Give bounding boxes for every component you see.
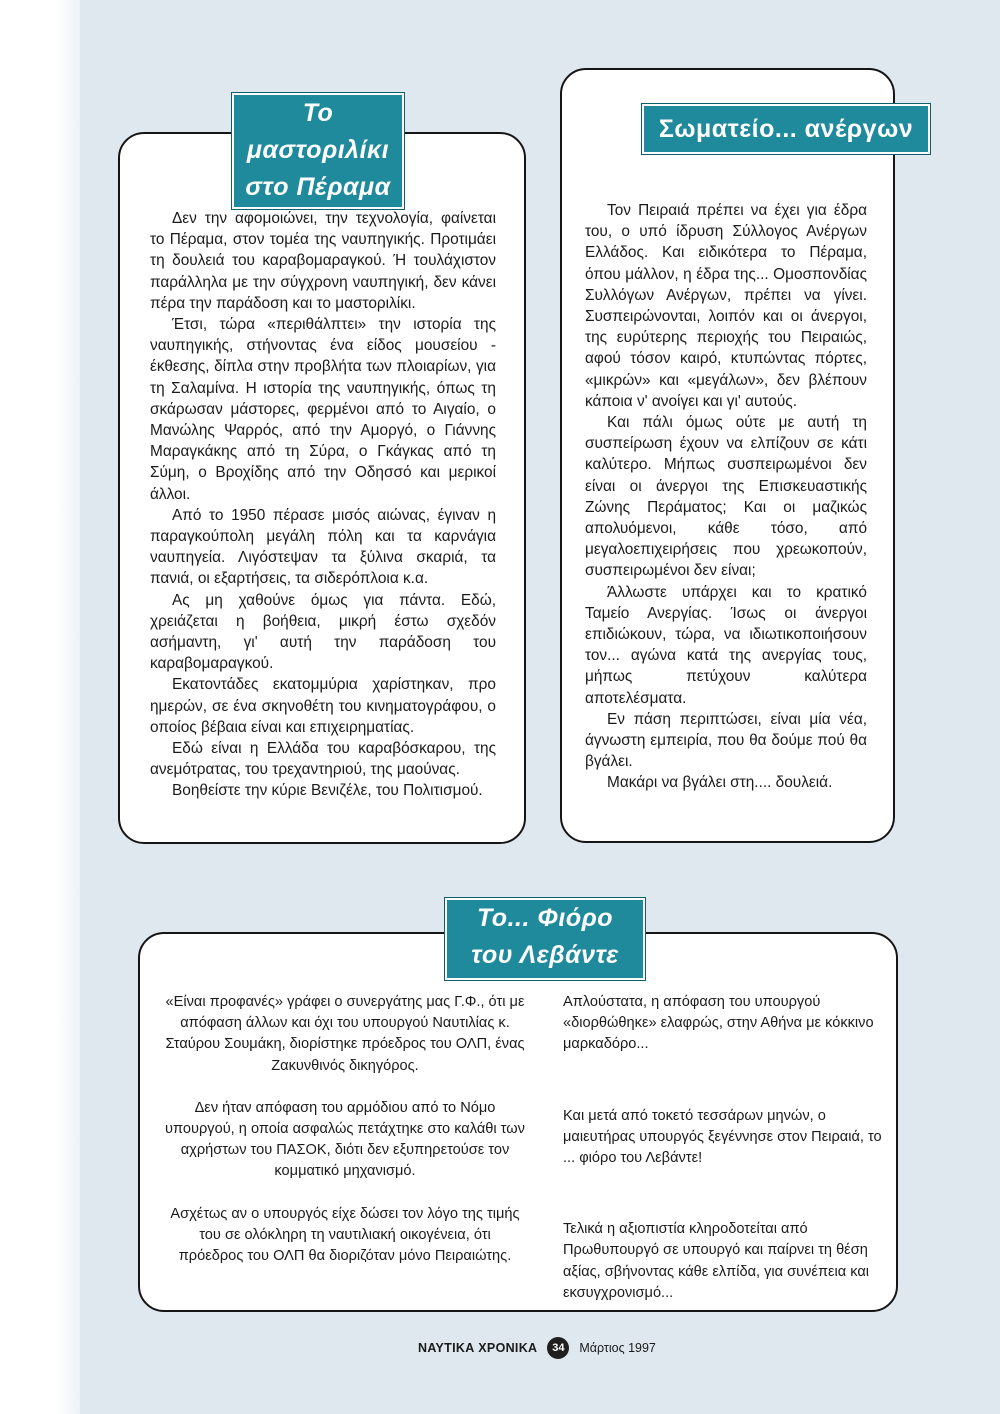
paragraph: Δεν ήταν απόφαση του αρμόδιου από το Νόμο υπουργού, η οποία ασφαλώς πετάχτηκε στο καλάθι των αχρήστων του ΠΑΣΟΚ, διότι δεν εξυπηρετούσε τον κομματικό μηχανισμό. bbox=[165, 1099, 525, 1180]
paragraph: Ας μη χαθούνε όμως για πάντα. Εδώ, χρειάζεται η βοήθεια, μικρή έστω σχεδόν ασήμαντη, γι' αυτή την παράδοση του καραβομαραγκού. bbox=[150, 591, 496, 673]
paragraph: Και πάλι όμως ούτε με αυτή τη συσπείρωση έχουν να ελπίζουν σε κάτι καλύτερο. Μήπως συσπειρωμένοι δεν είναι οι άνεργοι της Επισκευαστικής Ζώνης Περάματος; Και οι μαζικώς απολυόμενοι, κάθε τόσο, από μεγαλοεπιχειρήσεις που χρεωκοπούν, συσπειρωμένοι δεν είναι; bbox=[585, 414, 867, 580]
title-line: στο Πέραμα bbox=[245, 173, 391, 201]
paragraph: Από το 1950 πέρασε μισός αιώνας, έγιναν η παραγκούπολη μεγάλη πόλη και τα καρνάγια ναυπηγεία. Λιγόστεψαν τα ξύλινα σκαριά, τα πανιά, οι εξαρτήσεις, τα σιδερόπλοια κ.α. bbox=[150, 506, 496, 588]
paragraph: Δεν την αφομοιώνει, την τεχνολογία, φαίνεται το Πέραμα, στον τομέα της ναυπηγικής. Προτιμάει τη δουλειά του καραβομαραγκού. Ή τουλάχιστον παράλληλα με την σύγχρονη ναυπηγική, δεν κάνει πέρα την παράδοση και το μαστοριλίκι. bbox=[150, 210, 496, 312]
article-title-somateio bbox=[642, 104, 930, 154]
article-body-somateio bbox=[585, 200, 867, 794]
magazine-name: ΝΑΥΤΙΚΑ ΧΡΟΝΙΚΑ bbox=[418, 1341, 538, 1355]
scan-margin bbox=[0, 0, 80, 1414]
title-line: μαστοριλίκι bbox=[246, 136, 390, 164]
paragraph: Έτσι, τώρα «περιθάλπτει» την ιστορία της ναυπηγικής, στήνοντας ένα είδος μουσείου - έκθεσης, δίπλα στην προβλήτα των πλοιαρίων, για τη Σαλαμίνα. Η ιστορία της ναυπηγικής, όπως τη σκάρωσαν μάστορες, φερμένοι από το Αιγαίο, ο Μανώλης Ψαρρός, από την Αμοργό, ο Γιάννης Μαραγκάκης από τη Σύρα, ο Γκάγκας από τη Σύμη, ο Βροχίδης από την Οδησσό και μερικοί άλλοι. bbox=[150, 316, 496, 503]
page-number-badge: 34 bbox=[547, 1337, 569, 1359]
paragraph: Ασχέτως αν ο υπουργός είχε δώσει τον λόγο της τιμής του σε ολόκληρη τη ναυτιλιακή οικογένεια, ότι πρόεδρος του ΟΛΠ θα διοριζόταν μόνο Πειραιώτης. bbox=[170, 1205, 520, 1265]
article-title-mastorilik bbox=[232, 93, 404, 209]
paragraph: Μακάρι να βγάλει στη.... δουλειά. bbox=[607, 774, 833, 792]
paragraph: Βοηθείστε την κύριε Βενιζέλε, του Πολιτισμού. bbox=[172, 782, 483, 800]
article-body-fioro-left bbox=[165, 992, 525, 1288]
title-line: Το... Φιόρο bbox=[476, 904, 614, 932]
paragraph: Άλλωστε υπάρχει και το κρατικό Ταμείο Ανεργίας. Ίσως οι άνεργοι επιδιώκουν, τώρα, να ιδιωτικοποιήσουν τον... αγώνα κατά της ανεργίας τους, μήπως πετύχουν καλύτερα αποτελέσματα. bbox=[585, 583, 867, 707]
title-line: Σωματείο... ανέργων bbox=[658, 115, 914, 143]
paragraph: Τελικά η αξιοπιστία κληροδοτείται από Πρωθυπουργό σε υπουργό και παίρνει τη θέση αξίας, σβήνοντας κάθε ελπίδα, για συνέπεια και εκσυγχρονισμό... bbox=[563, 1221, 870, 1301]
issue-date: Μάρτιος 1997 bbox=[579, 1341, 656, 1355]
paragraph: Εκατοντάδες εκατομμύρια χαρίστηκαν, προ ημερών, σε ένα σκηνοθέτη του κινηματογράφου, ο οποίος βέβαια είναι και επιχειρηματίας. bbox=[150, 676, 496, 736]
paragraph: «Είναι προφανές» γράφει ο συνεργάτης μας Γ.Φ., ότι με απόφαση άλλων και όχι του υπουργού Ναυτιλίας κ. Σταύρου Σουμάκη, διορίστηκε πρόεδρος του ΟΛΠ, ένας Ζακυνθινός δικηγόρος. bbox=[165, 994, 525, 1074]
paragraph: Και μετά από τοκετό τεσσάρων μηνών, ο μαιευτήρας υπουργός ξεγέννησε στον Πειραιά, το ... φιόρο του Λεβάντε! bbox=[563, 1107, 882, 1167]
title-line: του Λεβάντε bbox=[471, 941, 619, 969]
paragraph: Τον Πειραιά πρέπει να έχει για έδρα του, ο υπό ίδρυση Σύλλογος Ανέργων Ελλάδος. Και ειδικότερα το Πέραμα, όπου μάλλον, η έδρα της... Ομοσπονδίας Συλλόγων Ανέργων, πρέπει να γίνει. Συσπειρώνονται, λοιπόν και οι άνεργοι, της ευρύτερης περιοχής του Πειραιώς, αφού τόσον καιρό, κτυπώντας πόρτες, «μικρών» και «μεγάλων», δεν βλέπουν κάποια ν' ανοίγει και γι' αυτούς. bbox=[585, 202, 867, 410]
page-footer bbox=[418, 1336, 656, 1360]
title-line: Το bbox=[302, 99, 334, 127]
paragraph: Εν πάση περιπτώσει, είναι μία νέα, άγνωστη εμπειρία, που θα δούμε πού θα βγάλει. bbox=[585, 710, 867, 771]
article-body-fioro-right bbox=[563, 992, 883, 1325]
paragraph: Απλούστατα, η απόφαση του υπουργού «διορθώθηκε» ελαφρώς, στην Αθήνα με κόκκινο μαρκαδόρο... bbox=[563, 994, 874, 1053]
article-body-mastorilik bbox=[150, 208, 496, 802]
article-title-fioro bbox=[445, 898, 645, 980]
paragraph: Εδώ είναι η Ελλάδα του καραβόσκαρου, της ανεμότρατας, του τρεχαντηριού, της μαούνας. bbox=[150, 740, 496, 779]
